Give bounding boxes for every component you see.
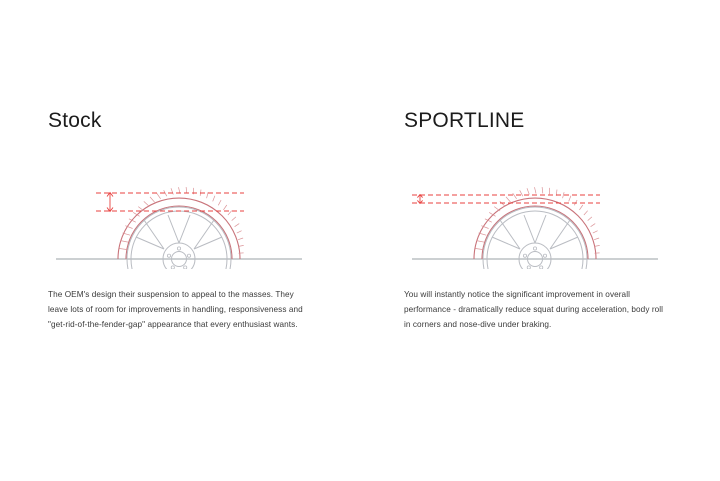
wheel-spokes [136, 215, 222, 269]
wheel-lug-nuts [167, 247, 190, 269]
fender-gap-measurement [96, 193, 244, 212]
panel-title-stock: Stock [48, 109, 102, 132]
stock-wheel-fender-gap-diagram [48, 149, 310, 269]
wheel-spokes [492, 215, 578, 269]
caption-sportline-text: You will instantly notice the significant improvement in overall performance - dramatically reduce squat during acceleration, body roll in corners and nose-dive under braking. [404, 290, 664, 330]
wheel-lug-nuts [523, 247, 546, 269]
panel-stock [48, 110, 348, 333]
panel-sportline [404, 110, 704, 333]
caption-stock [48, 287, 310, 333]
wheel-rim [127, 207, 231, 269]
panel-title-sportline: SPORTLINE [404, 109, 525, 132]
sportline-wheel-fender-gap-diagram [404, 149, 666, 269]
caption-stock-text: The OEM's design their suspension to appeal to the masses. They leave lots of room for improvements in handling, responsiveness and "get-rid-of-the-fender-gap" appearance that every enthusiast wants. [48, 290, 303, 330]
wheel-rim [483, 207, 587, 269]
fender-gap-measurement [412, 195, 600, 204]
caption-sportline [404, 287, 666, 333]
